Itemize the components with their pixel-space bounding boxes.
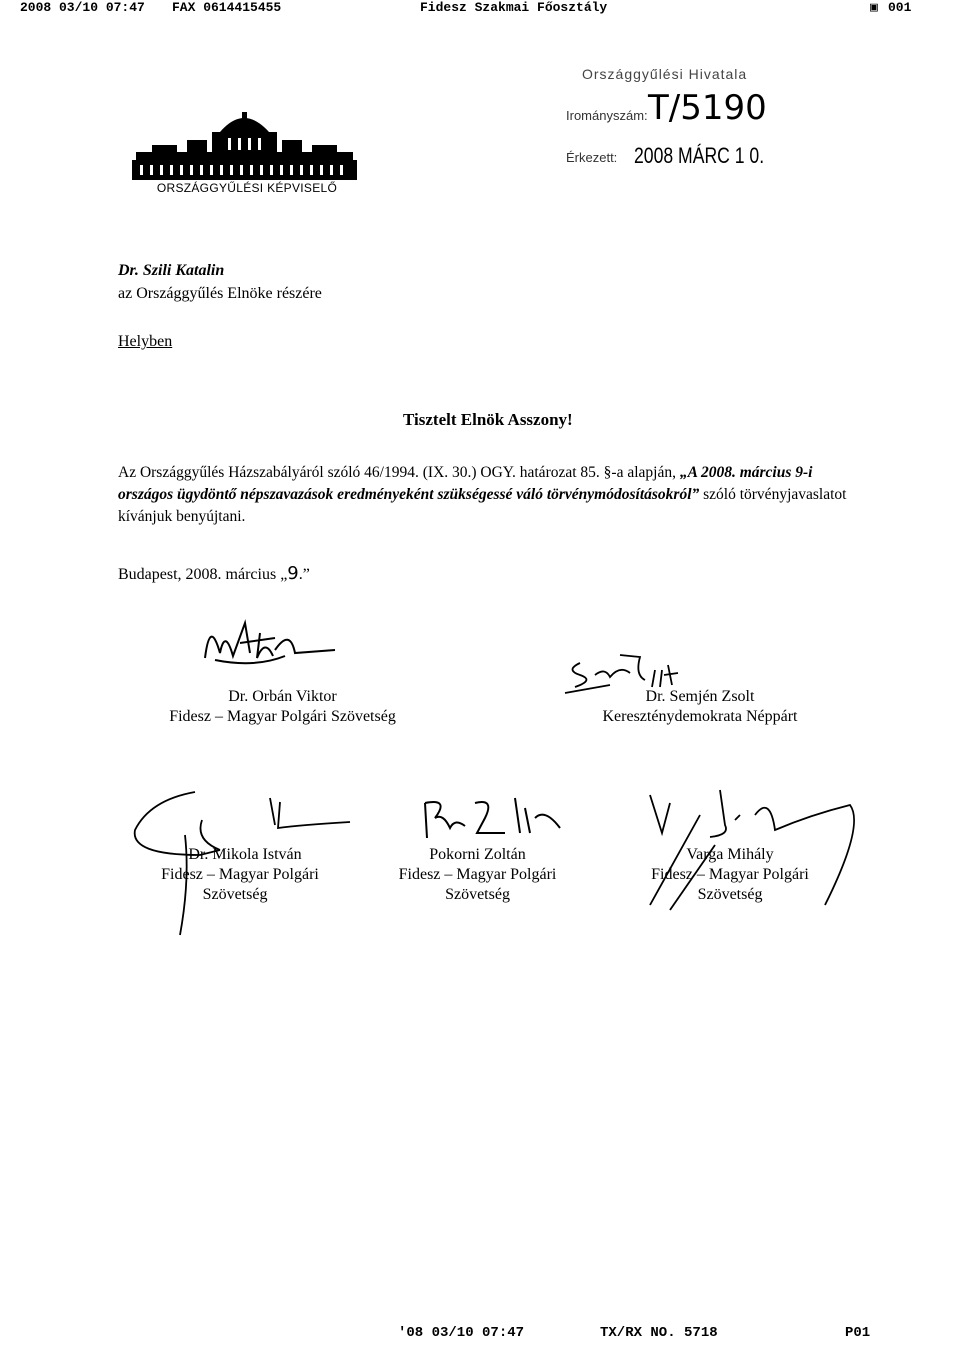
addressee-name: Dr. Szili Katalin bbox=[118, 262, 225, 279]
fax-footer-page: P01 bbox=[845, 1325, 871, 1341]
fax-page: 001 bbox=[888, 0, 912, 15]
signatory-varga-party: Fidesz – Magyar Polgári bbox=[651, 866, 809, 883]
signatory-varga-party2: Szövetség bbox=[697, 886, 763, 903]
representative-label: ORSZÁGGYŰLÉSI KÉPVISELŐ bbox=[156, 181, 338, 195]
date-line bbox=[118, 563, 310, 584]
signatory-pokorni-party2: Szövetség bbox=[445, 886, 510, 903]
fax-sender: Fidesz Szakmai Főosztály bbox=[420, 0, 608, 15]
fax-datetime: 2008 03/10 07:47 bbox=[20, 0, 145, 15]
fax-footer-datetime: '08 03/10 07:47 bbox=[398, 1325, 525, 1341]
doc-number-label: Irományszám: bbox=[566, 108, 648, 123]
doc-number: T/5190 bbox=[648, 88, 767, 128]
received-label: Érkezett: bbox=[566, 150, 618, 165]
greeting: Tisztelt Elnök Asszony! bbox=[403, 410, 573, 429]
signatory-mikola-party: Fidesz – Magyar Polgári bbox=[161, 866, 319, 883]
addressee-line: az Országgyűlés Elnöke részére bbox=[118, 285, 322, 302]
addressee-place: Helyben bbox=[118, 333, 173, 350]
signature-pokorni-icon bbox=[415, 788, 590, 848]
date-text: Budapest, 2008. március „ bbox=[118, 566, 288, 583]
parliament-building-icon bbox=[132, 110, 357, 180]
signatory-pokorni-name: Pokorni Zoltán bbox=[429, 846, 526, 863]
signatory-semjen-party: Kereszténydemokrata Néppárt bbox=[602, 708, 798, 725]
fax-page-icon: ▣ bbox=[870, 0, 878, 15]
signatory-pokorni-party: Fidesz – Magyar Polgári bbox=[398, 866, 557, 883]
fax-header bbox=[20, 0, 940, 18]
date-day: 9 bbox=[287, 563, 299, 584]
signatory-orban-party: Fidesz – Magyar Polgári Szövetség bbox=[169, 708, 396, 725]
fax-footer-txrx: TX/RX NO. 5718 bbox=[600, 1325, 718, 1341]
body-law-title: „A 2008. március 9-i országos ügydöntő népszavazások eredményeként szükségessé váló törvénymódosításokról” bbox=[118, 464, 813, 503]
received-date: 2008 MÁRC 1 0. bbox=[634, 143, 765, 168]
fax-number: FAX 0614415455 bbox=[172, 0, 282, 15]
signatory-mikola-party2: Szövetség bbox=[202, 886, 268, 903]
signatory-semjen-name: Dr. Semjén Zsolt bbox=[645, 688, 755, 705]
body-text-lead: Az Országgyűlés Házszabályáról szóló 46/1994. (IX. 30.) OGY. határozat 85. §-a alapján, bbox=[118, 464, 676, 481]
signatory-mikola-name: Dr. Mikola István bbox=[188, 846, 302, 863]
body-text-tail: szóló törvényjavaslatot kívánjuk benyújtani. bbox=[118, 486, 847, 525]
signatory-varga-name: Varga Mihály bbox=[686, 846, 774, 863]
body-paragraph bbox=[118, 462, 863, 528]
stamp-office: Országgyűlési Hivatala bbox=[582, 66, 748, 82]
signature-orban-icon bbox=[195, 608, 345, 678]
date-close: .” bbox=[298, 566, 310, 583]
signatory-orban-name: Dr. Orbán Viktor bbox=[228, 688, 337, 705]
